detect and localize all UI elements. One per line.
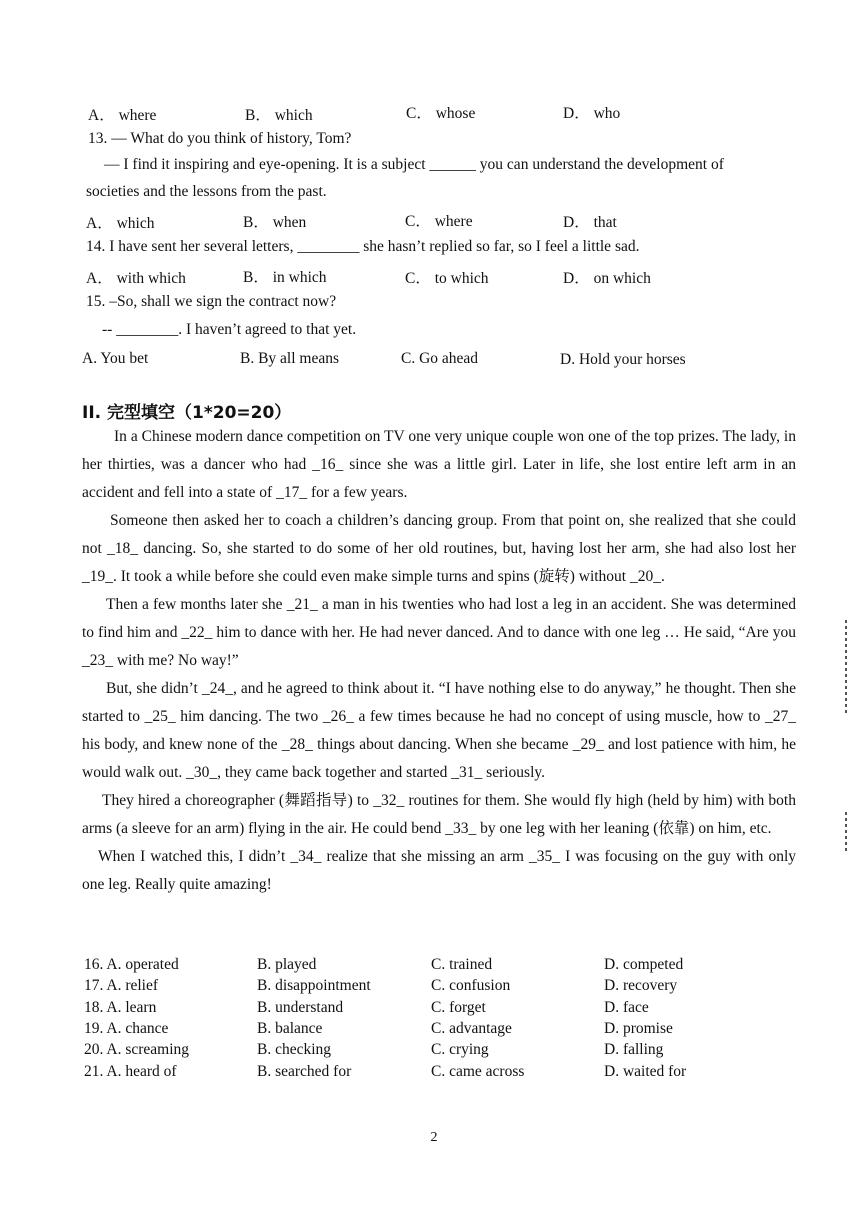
passage-paragraph-4: But, she didn’t _24_, and he agreed to think about it. “I have nothing else to do anyway,” he thought. Then she started to _25_ him dancing. The two _26_ a few times because he had no concept of using muscle, how to _27_ his body, and knew none of the _28_ things about dancing. When she became _29_ and lost patience with him, he would walk out. _30_, they came back together and started _31_ seriously. xyxy=(82,680,796,781)
answer-option: B. understand xyxy=(257,999,344,1016)
answer-option: D. waited for xyxy=(604,1063,687,1080)
margin-dash-mark xyxy=(845,812,847,852)
answer-option: C. forget xyxy=(431,999,486,1016)
q14-option-d: D． on which xyxy=(563,270,651,287)
q12-option-b: B． which xyxy=(245,107,313,124)
page-number: 2 xyxy=(430,1130,438,1145)
answer-row-21 xyxy=(82,1063,782,1084)
q13-reply-line1: — I find it inspiring and eye-opening. It is a subject ______ you can understand the development of xyxy=(104,156,724,173)
passage-paragraph-6: When I watched this, I didn’t _34_ realize that she missing an arm _35_ I was focusing on the guy with only one leg. Really quite amazing! xyxy=(82,848,796,893)
answer-option: 18. A. learn xyxy=(84,999,157,1016)
answer-option: B. played xyxy=(257,956,317,973)
q15-option-a: A. You bet xyxy=(82,350,149,367)
answer-option: C. advantage xyxy=(431,1020,512,1037)
q13-stem: 13. — What do you think of history, Tom? xyxy=(88,130,352,147)
q15-option-d: D. Hold your horses xyxy=(560,351,686,368)
answer-option: D. face xyxy=(604,999,649,1016)
answer-option: 20. A. screaming xyxy=(84,1041,190,1058)
q15-reply: -- ________. I haven’t agreed to that yet. xyxy=(102,321,357,338)
answer-row-16 xyxy=(82,956,782,977)
answer-option: B. balance xyxy=(257,1020,323,1037)
answer-option: B. searched for xyxy=(257,1063,352,1080)
answer-option: B. checking xyxy=(257,1041,332,1058)
answer-option: C. came across xyxy=(431,1063,525,1080)
answer-option: 19. A. chance xyxy=(84,1020,169,1037)
passage-paragraph-5: They hired a choreographer (舞蹈指导) to _32_ routines for them. She would fly high (held by him) with both arms (a sleeve for an arm) flying in the air. He could bend _33_ by one leg with her leaning (依靠) on him, etc. xyxy=(82,792,796,837)
answer-row-19 xyxy=(82,1020,782,1041)
q13-option-a: A． which xyxy=(86,215,155,232)
passage-paragraph-3: Then a few months later she _21_ a man in his twenties who had lost a leg in an accident. She was determined to find him and _22_ him to dance with her. He had never danced. And to dance with one leg … He said, “Are you _23_ with me? No way!” xyxy=(82,596,796,669)
passage-paragraph-2: Someone then asked her to coach a children’s dancing group. From that point on, she realized that she could not _18_ dancing. So, she started to do some of her old routines, but, having lost her arm, she had also lost her _19_. It took a while before she could even make simple turns and spins (旋转) without _20_. xyxy=(82,512,796,585)
q15-stem: 15. –So, shall we sign the contract now? xyxy=(86,293,337,310)
answer-option: C. confusion xyxy=(431,977,511,994)
cloze-passage xyxy=(82,423,796,899)
answer-option: D. falling xyxy=(604,1041,664,1058)
q13-option-b: B． when xyxy=(243,214,307,231)
answer-option: D. promise xyxy=(604,1020,673,1037)
answer-option: D. competed xyxy=(604,956,684,973)
answer-row-17 xyxy=(82,977,782,998)
q15-option-c: C. Go ahead xyxy=(401,350,479,367)
q12-option-a: A． where xyxy=(88,107,157,124)
q12-option-d: D． who xyxy=(563,105,621,122)
section-heading: II. 完型填空（1*20=20） xyxy=(82,403,292,423)
q14-option-c: C． to which xyxy=(405,270,489,287)
passage-paragraph-1: In a Chinese modern dance competition on TV one very unique couple won one of the top prizes. The lady, in her thirties, was a dancer who had _16_ since she was a little girl. Later in life, she lost entire left arm in an accident and fell into a state of _17_ for a few years. xyxy=(82,428,796,501)
q14-option-b: B． in which xyxy=(243,269,327,286)
answer-option: C. crying xyxy=(431,1041,489,1058)
q15-option-b: B. By all means xyxy=(240,350,340,367)
q12-option-c: C． whose xyxy=(406,105,476,122)
q14-stem: 14. I have sent her several letters, ________ she hasn’t replied so far, so I feel a little sad. xyxy=(86,238,640,255)
answer-option: 17. A. relief xyxy=(84,977,159,994)
answer-row-20 xyxy=(82,1041,782,1062)
q14-option-a: A． with which xyxy=(86,270,186,287)
margin-dash-mark xyxy=(845,620,847,715)
answer-option: C. trained xyxy=(431,956,493,973)
q13-reply-line2: societies and the lessons from the past. xyxy=(86,183,327,200)
answer-option: 16. A. operated xyxy=(84,956,179,973)
answer-option: D. recovery xyxy=(604,977,678,994)
answer-row-18 xyxy=(82,999,782,1020)
answer-option: 21. A. heard of xyxy=(84,1063,177,1080)
answer-option: B. disappointment xyxy=(257,977,371,994)
q13-option-c: C． where xyxy=(405,213,473,230)
q13-option-d: D． that xyxy=(563,214,617,231)
